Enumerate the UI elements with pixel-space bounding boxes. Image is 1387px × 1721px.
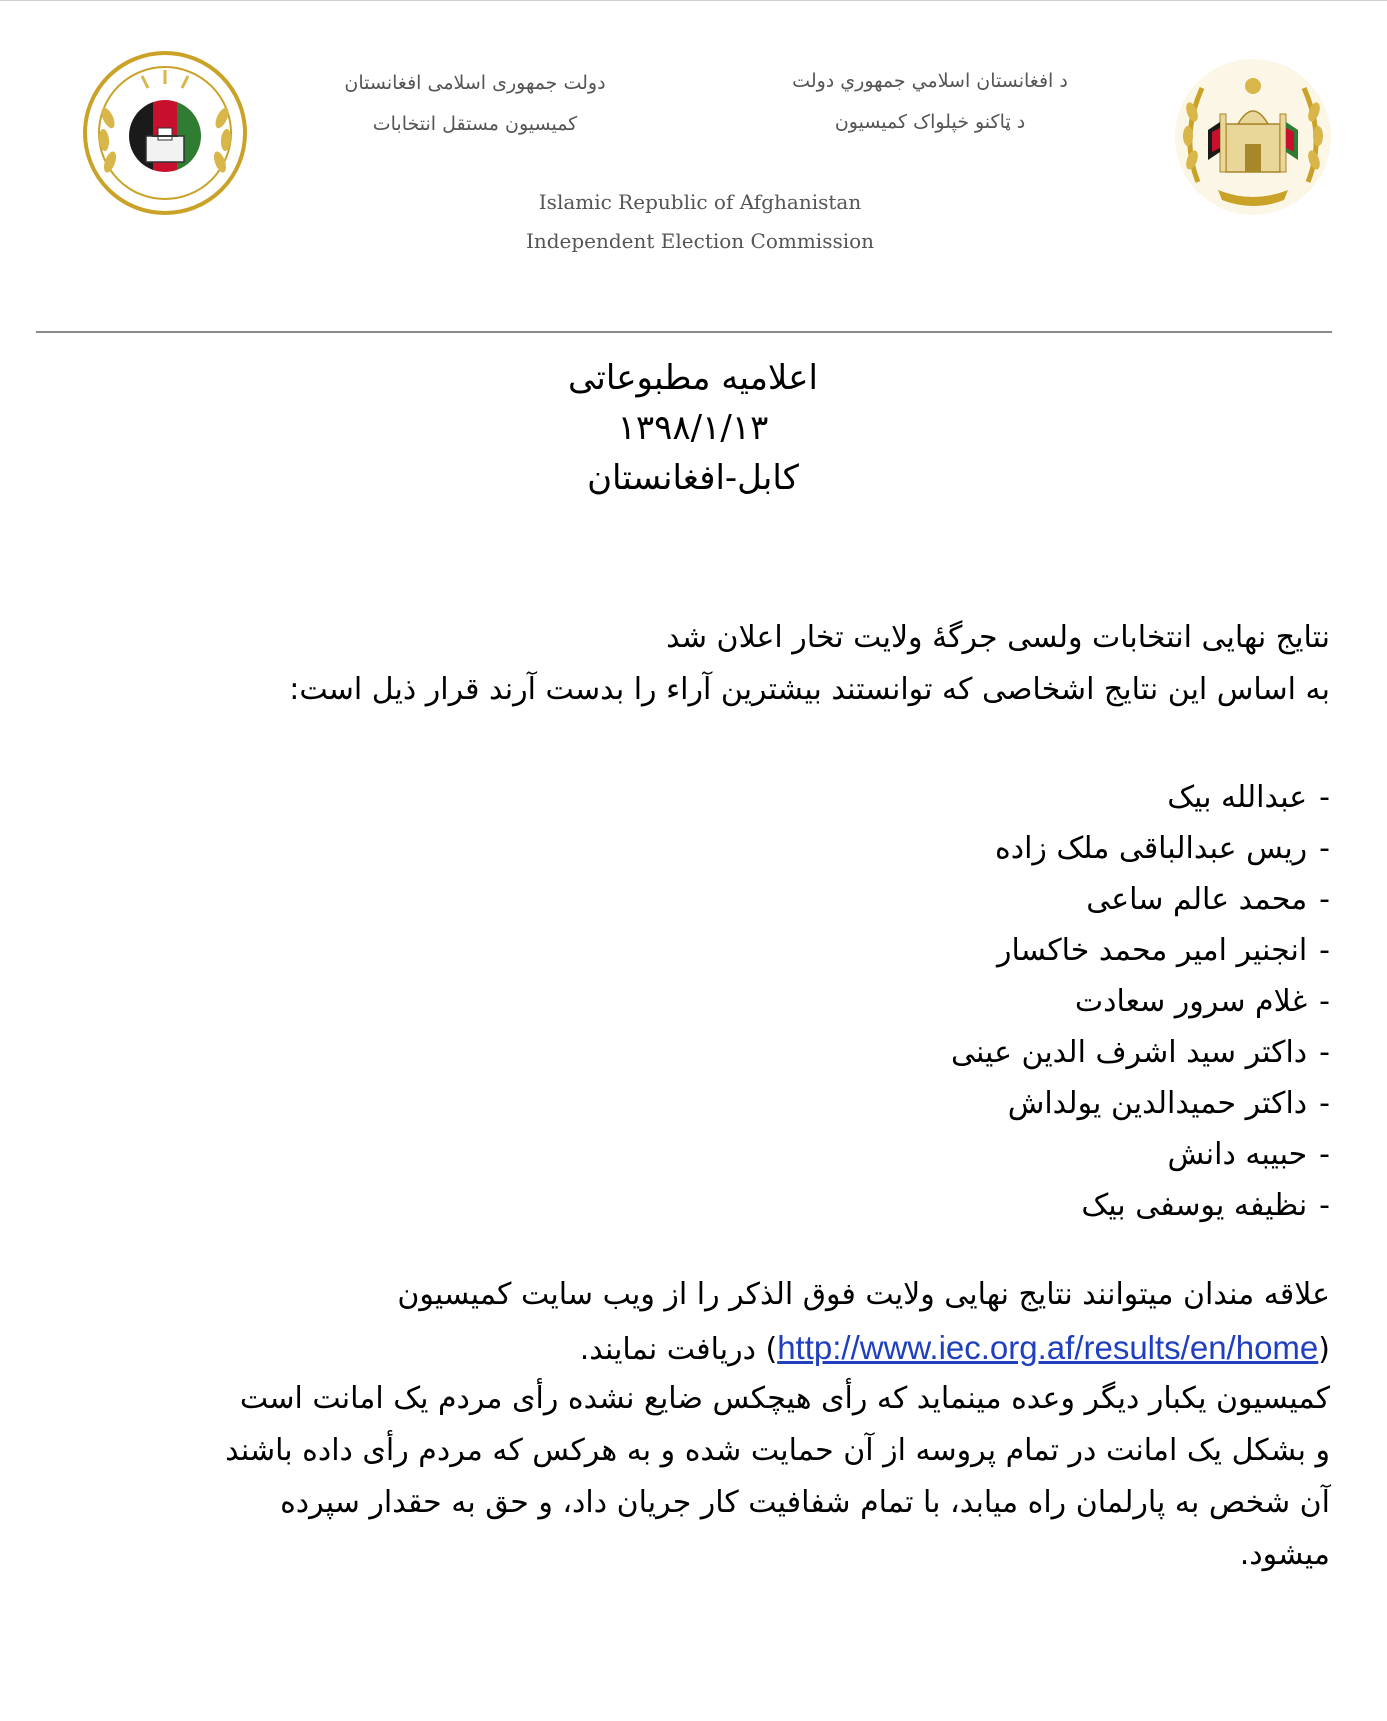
winner-item	[951, 772, 1330, 823]
state-emblem-icon	[1168, 52, 1338, 222]
winner-name: غلام سرور سعادت	[1074, 984, 1308, 1019]
closing-line-3: کمیسیون یکبار دیگر وعده مینماید که رأی هیچکس ضایع نشده رأی مردم یک امانت است	[239, 1381, 1330, 1416]
header-dari-line-2: کمیسیون مستقل انتخابات	[372, 113, 578, 135]
iec-emblem-icon	[80, 48, 250, 218]
winner-name: انجنیر امیر محمد خاکسار	[996, 933, 1308, 968]
winner-name: عبدالله بیک	[1167, 780, 1308, 815]
winner-item	[951, 976, 1330, 1027]
results-link[interactable]: http://www.iec.org.af/results/en/home	[777, 1329, 1319, 1366]
list-dash: -	[1319, 780, 1330, 815]
list-dash: -	[1319, 1188, 1330, 1223]
winner-item	[951, 1078, 1330, 1129]
link-close-text: ) دریافت نمایند.	[579, 1332, 778, 1367]
header-pashto-line-2: د ټاکنو خپلواک کمیسیون	[834, 111, 1026, 133]
closing-line-5: آن شخص به پارلمان راه میابد، با تمام شفافیت کار جریان داد، و حق به حقدار سپرده	[280, 1485, 1330, 1520]
winner-item	[951, 874, 1330, 925]
winner-name: نظیفه یوسفی بیک	[1081, 1188, 1308, 1223]
winner-name: ریس عبدالباقی ملک زاده	[995, 831, 1308, 866]
intro-headline: نتایج نهایی انتخابات ولسی جرگۀ ولایت تخار اعلان شد	[666, 620, 1330, 655]
winner-name: داکتر حمیدالدین یولداش	[1007, 1086, 1308, 1121]
link-open-paren: (	[1318, 1332, 1330, 1367]
list-dash: -	[1319, 1035, 1330, 1070]
closing-line-2	[580, 1329, 1330, 1367]
press-release-date: ۱۳۹۸/۱/۱۳	[617, 408, 769, 448]
winner-name: داکتر سید اشرف الدین عینی	[950, 1035, 1308, 1070]
top-border	[0, 0, 1387, 1]
press-release-title: اعلامیه مطبوعاتی	[568, 358, 818, 398]
winner-item	[951, 1129, 1330, 1180]
winner-item	[951, 1027, 1330, 1078]
header-english-line-2: Independent Election Commission	[525, 229, 875, 253]
closing-line-6: میشود.	[1239, 1537, 1330, 1572]
winner-item	[951, 1180, 1330, 1231]
header-english-line-1: Islamic Republic of Afghanistan	[538, 190, 862, 214]
list-dash: -	[1319, 933, 1330, 968]
intro-text: به اساس این نتایج اشخاصی که توانستند بیشترین آراء را بدست آرند قرار ذیل است:	[289, 672, 1330, 707]
winner-item	[951, 925, 1330, 976]
list-dash: -	[1319, 882, 1330, 917]
header-divider	[36, 331, 1332, 333]
closing-line-4: و بشکل یک امانت در تمام پروسه از آن حمایت شده و به هرکس که مردم رأی داده باشند	[225, 1433, 1330, 1468]
winner-name: حبیبه دانش	[1167, 1137, 1308, 1172]
list-dash: -	[1319, 1086, 1330, 1121]
list-dash: -	[1319, 831, 1330, 866]
closing-line-1: علاقه مندان میتوانند نتایج نهایی ولایت فوق الذکر را از ویب سایت کمیسیون	[397, 1277, 1330, 1312]
winner-item	[951, 823, 1330, 874]
press-release-place: کابل-افغانستان	[587, 458, 799, 498]
header-dari-line-1: دولت جمهوری اسلامی افغانستان	[344, 72, 606, 94]
winners-list	[951, 772, 1330, 1231]
winner-name: محمد عالم ساعی	[1086, 882, 1308, 917]
header-pashto-line-1: د افغانستان اسلامي جمهوري دولت	[792, 70, 1068, 92]
list-dash: -	[1319, 984, 1330, 1019]
list-dash: -	[1319, 1137, 1330, 1172]
